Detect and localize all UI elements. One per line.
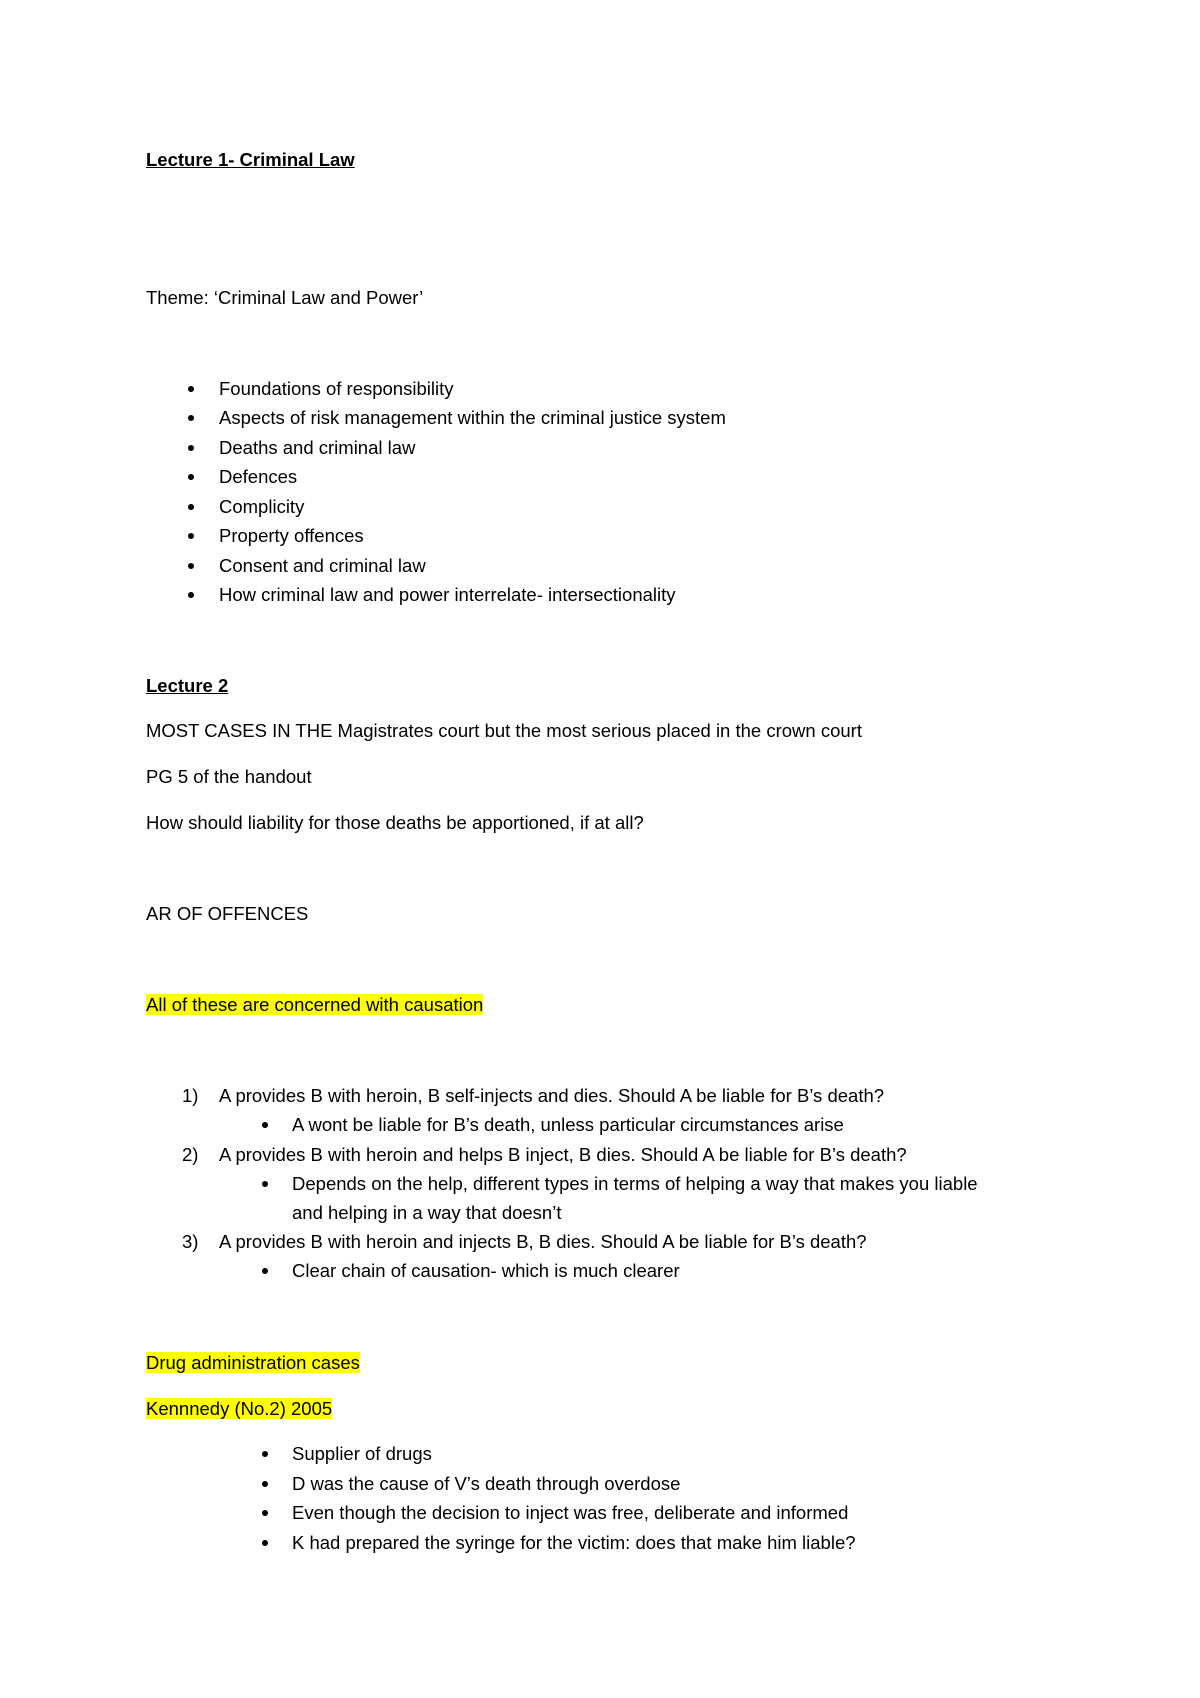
theme-line: Theme: ‘Criminal Law and Power’ (146, 287, 424, 308)
list-item: D was the cause of V’s death through overdose (292, 1473, 681, 1494)
scenario-number: 3) (182, 1231, 199, 1252)
bullet-icon (188, 563, 194, 569)
highlighted-text: Kennnedy (No.2) 2005 (146, 1398, 333, 1419)
bullet-icon (262, 1181, 268, 1187)
lecture1-heading: Lecture 1- Criminal Law (146, 149, 355, 170)
paragraph: PG 5 of the handout (146, 766, 312, 787)
ar-heading: AR OF OFFENCES (146, 903, 309, 924)
scenario-note: Depends on the help, different types in terms of helping a way that makes you liable (292, 1173, 978, 1194)
scenario-text: A provides B with heroin and helps B inject, B dies. Should A be liable for B’s death? (219, 1144, 907, 1165)
bullet-icon (188, 474, 194, 480)
scenario-number: 1) (182, 1085, 199, 1106)
bullet-icon (262, 1122, 268, 1128)
case-heading (146, 1397, 332, 1421)
list-item: Defences (219, 466, 298, 487)
bullet-icon (262, 1540, 268, 1546)
scenario-text: A provides B with heroin, B self-injects and dies. Should A be liable for B’s death? (219, 1085, 885, 1106)
scenario-text: A provides B with heroin and injects B, B dies. Should A be liable for B’s death? (219, 1231, 867, 1252)
scenario-note-continuation: and helping in a way that doesn’t (292, 1202, 562, 1223)
bullet-icon (188, 445, 194, 451)
drug-cases-heading (146, 1351, 360, 1375)
bullet-icon (188, 592, 194, 598)
list-item: How criminal law and power interrelate- intersectionality (219, 584, 676, 605)
bullet-icon (262, 1510, 268, 1516)
bullet-icon (262, 1481, 268, 1487)
list-item: Supplier of drugs (292, 1443, 432, 1464)
scenario-note: A wont be liable for B’s death, unless particular circumstances arise (292, 1114, 844, 1135)
scenario-number: 2) (182, 1144, 199, 1165)
highlighted-text: All of these are concerned with causation (146, 994, 484, 1015)
bullet-icon (188, 504, 194, 510)
paragraph: How should liability for those deaths be apportioned, if at all? (146, 812, 644, 833)
list-item: K had prepared the syringe for the victim: does that make him liable? (292, 1532, 856, 1553)
causation-heading (146, 993, 483, 1017)
list-item: Complicity (219, 496, 305, 517)
scenario-note: Clear chain of causation- which is much clearer (292, 1260, 680, 1281)
bullet-icon (188, 533, 194, 539)
bullet-icon (188, 386, 194, 392)
list-item: Aspects of risk management within the criminal justice system (219, 407, 726, 428)
lecture2-heading: Lecture 2 (146, 675, 229, 696)
list-item: Deaths and criminal law (219, 437, 416, 458)
list-item: Even though the decision to inject was free, deliberate and informed (292, 1502, 849, 1523)
bullet-icon (188, 415, 194, 421)
list-item: Consent and criminal law (219, 555, 426, 576)
bullet-icon (262, 1451, 268, 1457)
bullet-icon (262, 1268, 268, 1274)
list-item: Property offences (219, 525, 364, 546)
highlighted-text: Drug administration cases (146, 1352, 360, 1373)
list-item: Foundations of responsibility (219, 378, 454, 399)
paragraph: MOST CASES IN THE Magistrates court but the most serious placed in the crown court (146, 720, 862, 741)
